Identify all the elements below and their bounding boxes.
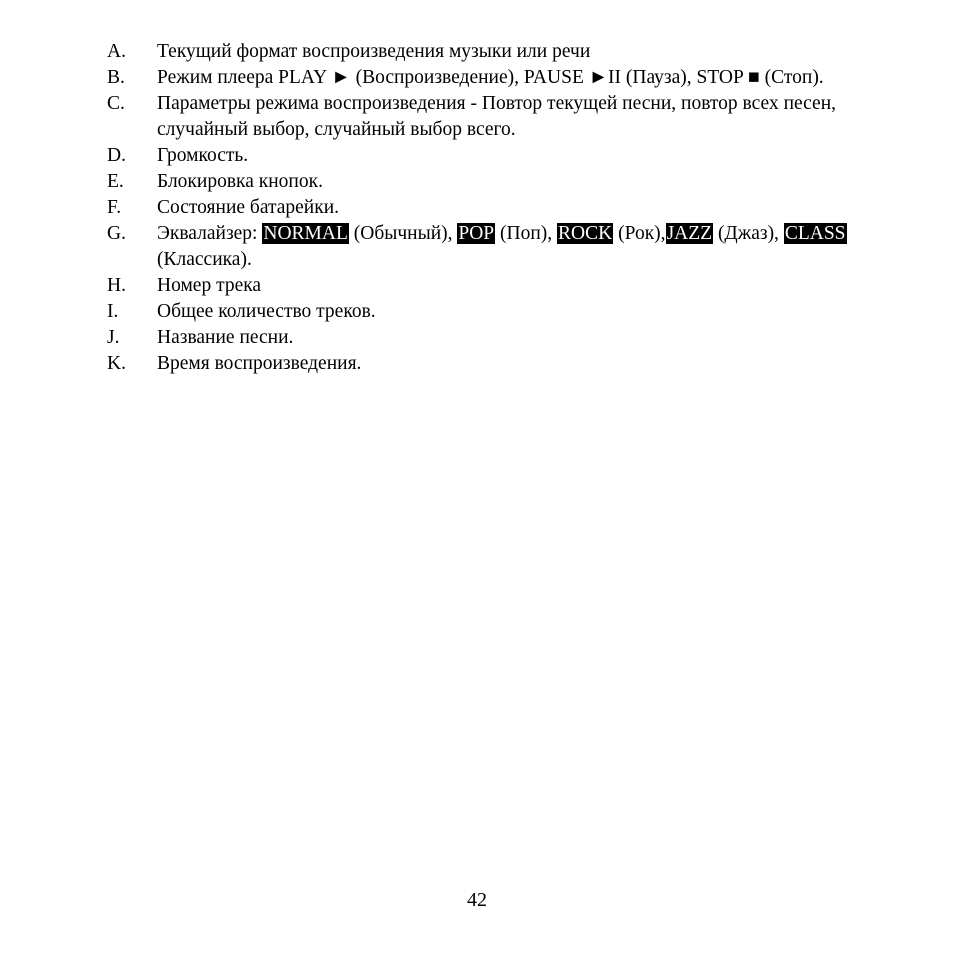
item-letter: B. <box>107 67 125 88</box>
equalizer-text <box>157 221 867 273</box>
item-letter: K. <box>107 353 126 374</box>
item-letter: D. <box>107 145 126 166</box>
display-legend-list <box>107 39 867 377</box>
eq-jazz-desc: (Джаз), <box>717 223 779 244</box>
item-text: Громкость. <box>157 145 249 166</box>
legend-item-i <box>107 299 867 325</box>
item-text: Текущий формат воспроизведения музыки или речи <box>157 41 591 62</box>
item-letter: H. <box>107 275 126 296</box>
legend-item-k <box>107 351 867 377</box>
item-text: Номер трека <box>157 275 262 296</box>
legend-item-g-equalizer <box>107 221 867 273</box>
item-text: Параметры режима воспроизведения - Повтор текущей песни, повтор всех песен, случайный выбор, случайный выбор всего. <box>157 93 837 140</box>
eq-class-tag: CLASS <box>784 223 846 244</box>
eq-normal-desc: (Обычный), <box>353 223 453 244</box>
item-text: Общее количество треков. <box>157 301 376 322</box>
item-letter: J. <box>107 327 120 348</box>
item-letter: A. <box>107 41 126 62</box>
legend-item-e <box>107 169 867 195</box>
item-letter: C. <box>107 93 125 114</box>
item-text: Время воспроизведения. <box>157 353 362 374</box>
eq-pop-desc: (Поп), <box>500 223 553 244</box>
eq-rock-desc: (Рок), <box>618 223 666 244</box>
item-letter: I. <box>107 301 119 322</box>
eq-rock-tag: ROCK <box>558 223 613 244</box>
legend-item-h <box>107 273 867 299</box>
eq-class-desc: (Классика). <box>157 249 252 270</box>
equalizer-prefix: Эквалайзер: <box>157 223 258 244</box>
legend-item-c <box>107 91 867 143</box>
eq-jazz-tag: JAZZ <box>666 223 713 244</box>
item-text: Состояние батарейки. <box>157 197 340 218</box>
legend-item-a <box>107 39 867 65</box>
legend-item-b <box>107 65 867 91</box>
legend-item-j <box>107 325 867 351</box>
item-letter: F. <box>107 197 122 218</box>
item-letter: E. <box>107 171 124 192</box>
eq-pop-tag: POP <box>458 223 495 244</box>
item-text: Название песни. <box>157 327 294 348</box>
item-text: Блокировка кнопок. <box>157 171 323 192</box>
eq-normal-tag: NORMAL <box>263 223 348 244</box>
legend-item-d <box>107 143 867 169</box>
legend-item-f <box>107 195 867 221</box>
item-text: Режим плеера PLAY ► (Воспроизведение), PAUSE ►II (Пауза), STOP ■ (Стоп). <box>157 67 824 88</box>
item-letter: G. <box>107 223 126 244</box>
page-number: 42 <box>467 889 487 911</box>
